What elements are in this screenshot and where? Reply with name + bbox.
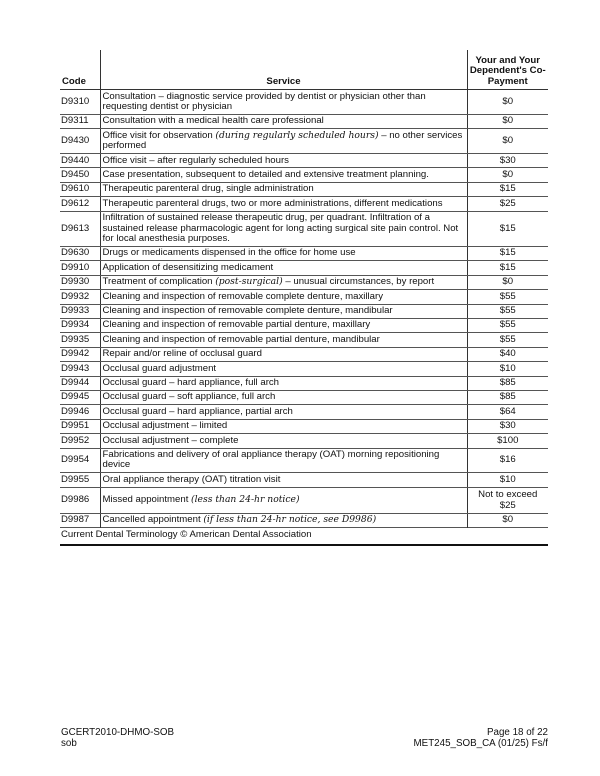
table-row (60, 405, 548, 419)
footer-right (414, 728, 549, 749)
procedure-code: D9450 (60, 168, 100, 182)
table-row (60, 473, 548, 487)
service-text: Occlusal adjustment – complete (102, 434, 239, 446)
service-description (100, 347, 467, 361)
copay-amount: $85 (467, 376, 548, 390)
table-row (60, 290, 548, 304)
table-note-row (60, 528, 548, 545)
service-text: Therapeutic parenteral drugs, two or more administrations, different medications (102, 197, 443, 209)
service-text: Office visit – after regularly scheduled hours (102, 154, 289, 166)
table-row (60, 419, 548, 433)
copay-amount: $15 (467, 261, 548, 275)
service-text: Occlusal guard – hard appliance, partial arch (102, 405, 293, 417)
service-text: Cleaning and inspection of removable partial denture, mandibular (102, 333, 380, 345)
service-description (100, 197, 467, 211)
cdt-copyright-note: Current Dental Terminology © American Dental Association (60, 528, 548, 545)
copay-amount: $55 (467, 318, 548, 332)
service-description (100, 261, 467, 275)
copay-amount: $55 (467, 290, 548, 304)
footer-left (61, 728, 174, 749)
copay-amount: $30 (467, 154, 548, 168)
service-text: Application of desensitizing medicament (102, 261, 274, 273)
service-description (100, 114, 467, 128)
copay-amount: $15 (467, 182, 548, 196)
service-description (100, 473, 467, 487)
table-row (60, 513, 548, 527)
service-text: Repair and/or reline of occlusal guard (102, 348, 262, 360)
table-row (60, 211, 548, 246)
service-description (100, 290, 467, 304)
procedure-code: D9933 (60, 304, 100, 318)
copay-amount: $0 (467, 90, 548, 115)
service-description (100, 362, 467, 376)
procedure-code: D9954 (60, 448, 100, 473)
copay-amount: $15 (467, 211, 548, 246)
table-row (60, 154, 548, 168)
table-row (60, 376, 548, 390)
copay-amount: $85 (467, 390, 548, 404)
service-text: Cleaning and inspection of removable complete denture, maxillary (102, 290, 384, 302)
schedule-of-benefits-page (60, 50, 548, 546)
service-text: Fabrications and delivery of oral appliance therapy (OAT) morning repositioning device (102, 449, 440, 471)
service-description (100, 90, 467, 115)
table-row (60, 114, 548, 128)
procedure-code: D9987 (61, 514, 90, 526)
service-text: Treatment of complication (102, 276, 216, 288)
procedure-code: D9951 (60, 419, 100, 433)
service-text: Consultation with a medical health care professional (102, 115, 324, 127)
table-row (60, 318, 548, 332)
copay-amount: $0 (467, 129, 548, 154)
service-text-continued: – unusual circumstances, by report (282, 276, 435, 288)
service-text: Occlusal guard adjustment (102, 362, 217, 374)
service-text: Therapeutic parenteral drug, single administration (102, 183, 314, 195)
service-text: Office visit for observation (102, 129, 216, 141)
copay-amount: $15 (467, 246, 548, 260)
document-id: MET245_SOB_CA (01/25) Fs/f (413, 737, 548, 749)
procedure-code: D9311 (60, 114, 100, 128)
procedure-code: D9942 (60, 347, 100, 361)
service-description (100, 376, 467, 390)
procedure-code: D9310 (60, 90, 100, 115)
service-text: Case presentation, subsequent to detailed and extensive treatment planning. (102, 168, 429, 180)
service-text: Drugs or medicaments dispensed in the office for home use (102, 247, 356, 259)
procedure-code: D9440 (60, 154, 100, 168)
procedure-code: D9952 (60, 434, 100, 448)
service-text: Occlusal adjustment – limited (102, 420, 228, 432)
table-header-row (60, 50, 548, 90)
procedure-code: D9934 (60, 318, 100, 332)
procedure-code: D9910 (60, 261, 100, 275)
copay-amount: $100 (467, 434, 548, 448)
table-row (60, 362, 548, 376)
header-copay: Your and Your Dependent's Co-Payment (467, 50, 548, 90)
procedure-code: D9945 (60, 390, 100, 404)
table-row (60, 333, 548, 347)
procedure-code: D9944 (60, 376, 100, 390)
service-description (100, 154, 467, 168)
copay-amount: $0 (467, 114, 548, 128)
procedure-code: D9630 (60, 246, 100, 260)
table-row (60, 487, 548, 513)
copay-amount: $25 (467, 197, 548, 211)
copay-amount: $55 (467, 333, 548, 347)
header-service: Service (100, 50, 467, 90)
copay-amount: $10 (467, 362, 548, 376)
service-text: Oral appliance therapy (OAT) titration visit (102, 473, 281, 485)
service-text-continued: – no other services performed (102, 129, 463, 152)
service-description (100, 318, 467, 332)
service-text: Occlusal guard – soft appliance, full arch (102, 391, 276, 403)
table-row (60, 168, 548, 182)
procedure-code: D9986 (60, 487, 100, 513)
service-qualifier: (during regularly scheduled hours) (215, 129, 379, 141)
service-description (100, 304, 467, 318)
service-text: Infiltration of sustained release therapeutic drug, per quadrant. Infiltration of a sustained release pharmacologic agent for long acting surgical site pain control. Not for local anesthesia purposes. (102, 212, 459, 244)
service-description (100, 434, 467, 448)
procedure-code: D9946 (60, 405, 100, 419)
service-qualifier: (post-surgical) (215, 276, 283, 288)
service-description (100, 448, 467, 473)
service-text: Cleaning and inspection of removable partial denture, maxillary (102, 319, 371, 331)
service-description (100, 513, 467, 527)
service-text: Missed appointment (102, 494, 192, 506)
procedure-code: D9613 (60, 211, 100, 246)
procedure-code: D9932 (60, 290, 100, 304)
copay-amount: Not to exceed $25 (467, 487, 548, 513)
procedure-code: D9930 (60, 275, 100, 289)
table-row (60, 90, 548, 115)
form-suffix: sob (61, 737, 77, 749)
procedure-code: D9943 (60, 362, 100, 376)
header-code: Code (62, 76, 86, 88)
copay-amount: $55 (467, 304, 548, 318)
copay-amount: $64 (467, 405, 548, 419)
table-row (60, 390, 548, 404)
dental-services-table (60, 50, 548, 546)
table-row (60, 304, 548, 318)
service-description (100, 390, 467, 404)
copay-amount: $0 (467, 275, 548, 289)
table-row (60, 448, 548, 473)
service-description (100, 405, 467, 419)
table-row (60, 261, 548, 275)
copay-amount: $16 (467, 448, 548, 473)
service-description (100, 333, 467, 347)
procedure-code: D9612 (60, 197, 100, 211)
service-description (100, 129, 467, 154)
copay-amount: $0 (467, 513, 548, 527)
service-qualifier: (less than 24-hr notice) (191, 494, 300, 506)
service-description (100, 275, 467, 289)
service-description (100, 182, 467, 196)
service-text: Cleaning and inspection of removable complete denture, mandibular (102, 305, 393, 316)
copay-amount: $10 (467, 473, 548, 487)
copay-amount: $40 (467, 347, 548, 361)
procedure-code: D9935 (60, 333, 100, 347)
table-row (60, 434, 548, 448)
copay-amount: $30 (467, 419, 548, 433)
service-description (100, 211, 467, 246)
service-text: Consultation – diagnostic service provided by dentist or physician other than requesting dentist or physician (102, 90, 426, 112)
table-row (60, 275, 548, 289)
table-row (60, 347, 548, 361)
service-description (100, 419, 467, 433)
page-number: Page 18 of 22 (486, 727, 548, 738)
procedure-code: D9610 (60, 182, 100, 196)
service-text: Occlusal guard – hard appliance, full arch (102, 377, 280, 389)
copay-amount: $0 (467, 168, 548, 182)
service-description (100, 246, 467, 260)
service-text: Cancelled appointment (102, 514, 204, 526)
service-description (100, 487, 467, 513)
procedure-code: D9430 (60, 129, 100, 154)
table-row (60, 197, 548, 211)
table-row (60, 129, 548, 154)
service-description (100, 168, 467, 182)
form-code: GCERT2010-DHMO-SOB (61, 727, 175, 738)
table-row (60, 182, 548, 196)
procedure-code: D9955 (60, 473, 100, 487)
table-row (60, 246, 548, 260)
service-qualifier: (if less than 24-hr notice, see D9986) (203, 514, 377, 526)
